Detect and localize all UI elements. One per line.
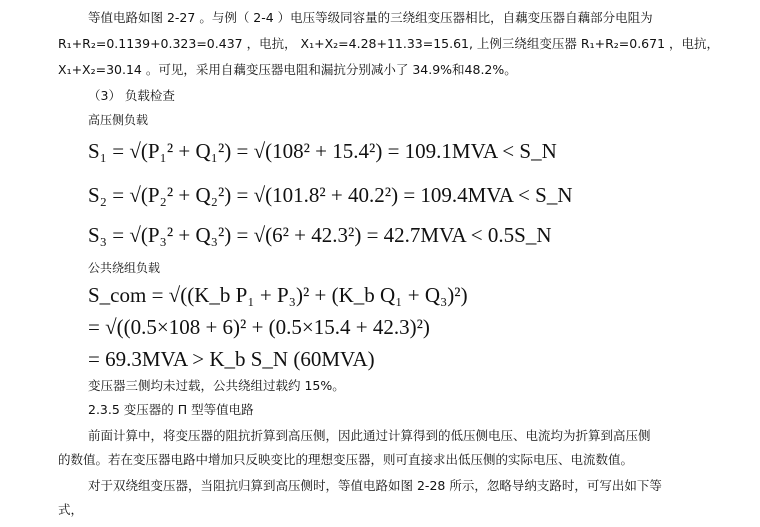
equation-scom-3: = 69.3MVA > K_b S_N (60MVA) xyxy=(88,347,375,371)
paragraph-two-winding: 对于双绕组变压器，当阻抗归算到高压侧时，等值电路如图 2-28 所示，忽略导纳支路时，可写出如下等 xyxy=(88,478,662,493)
paragraph-autotransformer-intro: 等值电路如图 2-27 。与例（ 2-4 ）电压等级同容量的三绕组变压器相比，自藕变压器自藕部分电阻为 xyxy=(88,10,653,25)
conclusion-text: 变压器三侧均未过载，公共绕组过载约 15%。 xyxy=(88,378,345,393)
section-title: 2.3.5 变压器的 Π 型等值电路 xyxy=(88,402,254,417)
equation-scom-1: S_com = √((K_b P₁ + P₃)² + (K_b Q₁ + Q₃)²) xyxy=(88,283,468,307)
equation-s2: S₂ = √(P₂² + Q₂²) = √(101.8² + 40.2²) = 109.4MVA < S_N xyxy=(88,183,573,207)
equation-s1: S₁ = √(P₁² + Q₁²) = √(108² + 15.4²) = 109.1MVA < S_N xyxy=(88,139,557,163)
equation-s3: S₃ = √(P₃² + Q₃²) = √(6² + 42.3²) = 42.7MVA < 0.5S_N xyxy=(88,223,552,247)
paragraph-equation-intro: 式， xyxy=(58,502,84,517)
heading-hv-load: 高压侧负载 xyxy=(88,113,149,127)
equation-scom-2: = √((0.5×108 + 6)² + (0.5×15.4 + 42.3)²) xyxy=(88,315,430,339)
heading-common-load: 公共绕组负载 xyxy=(88,261,161,275)
paragraph-reduction-summary: X₁+X₂=30.14 。可见，采用自藕变压器电阻和漏抗分别减小了 34.9%和48.2%。 xyxy=(58,62,517,77)
paragraph-impedance-2: 的数值。若在变压器电路中增加只反映变比的理想变压器，则可直接求出低压侧的实际电压、电流数值。 xyxy=(58,452,634,467)
paragraph-resistance-values: R₁+R₂=0.1139+0.323=0.437 ，电抗， X₁+X₂=4.28+11.33=15.61, 上例三绕组变压器 R₁+R₂=0.671 ，电抗， xyxy=(58,36,720,51)
heading-load-check: （3） 负载检查 xyxy=(88,88,175,103)
paragraph-impedance-1: 前面计算中，将变压器的阻抗折算到高压侧，因此通过计算得到的低压侧电压、电流均为折算到高压侧 xyxy=(88,428,651,443)
